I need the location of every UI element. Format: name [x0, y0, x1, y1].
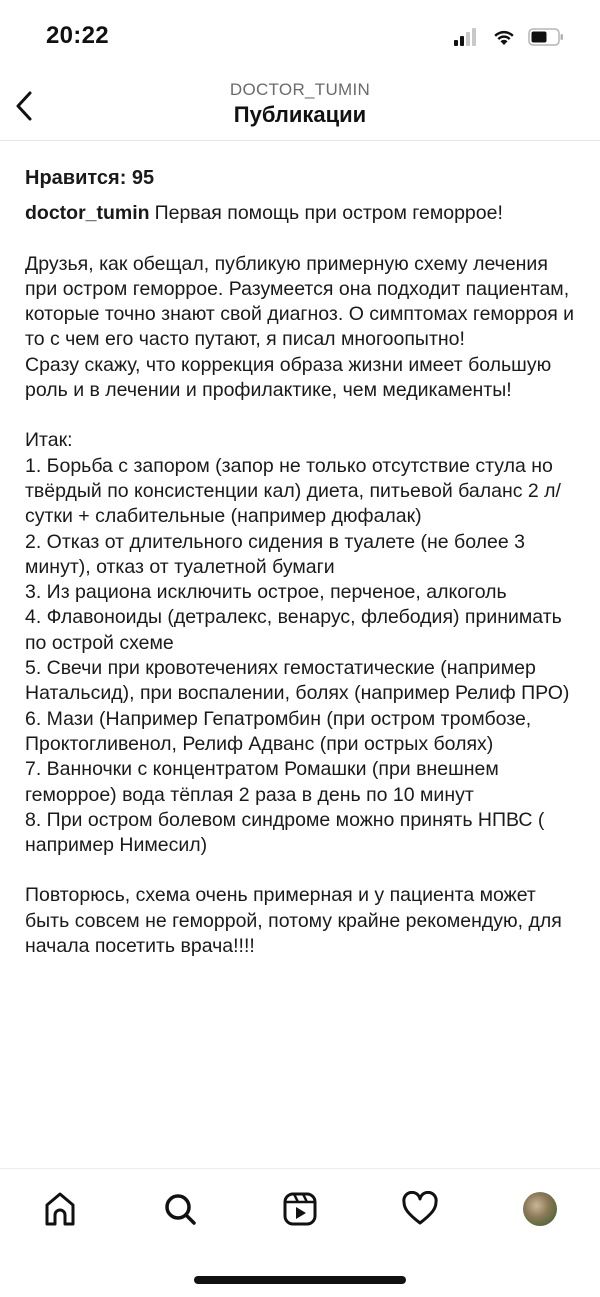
- list-item: 2. Отказ от длительного сидения в туалете (не более 3 минут), отказ от туалетной бумаги: [25, 530, 525, 578]
- page-title: Публикации: [233, 102, 367, 127]
- list-item: 7. Ванночки с концентратом Ромашки (при внешнем геморрое) вода тёплая 2 раза в день по 10 минут: [25, 758, 499, 806]
- list-item: 3. Из рациона исключить острое, перченое, алкоголь: [25, 581, 507, 604]
- tab-activity[interactable]: [398, 1187, 442, 1231]
- home-indicator[interactable]: [194, 1276, 406, 1284]
- heart-icon: [401, 1191, 439, 1227]
- list-item: 6. Мази (Например Гепатромбин (при остром тромбозе, Проктогливенол, Релиф Адванс (при острых болях): [25, 707, 532, 755]
- search-icon: [162, 1191, 198, 1227]
- list-item: 4. Флавоноиды (детралекс, венарус, флебодия) принимать по острой схеме: [25, 606, 562, 654]
- tab-bar: [0, 1168, 600, 1249]
- status-icons: [454, 28, 564, 46]
- tab-reels[interactable]: [278, 1187, 322, 1231]
- tab-profile[interactable]: [518, 1187, 562, 1231]
- caption-paragraph: Сразу скажу, что коррекция образа жизни имеет большую роль и в лечении и профилактике, чем медикаменты!: [25, 353, 552, 402]
- caption-closing: Повторюсь, схема очень примерная и у пациента может быть совсем не геморрой, потому крайне рекомендую, для начала посетить врача!!!!: [25, 884, 562, 958]
- likes-count[interactable]: Нравится: 95: [25, 167, 155, 189]
- caption-username[interactable]: doctor_tumin: [25, 202, 150, 225]
- reels-icon: [282, 1191, 318, 1227]
- status-time: 20:22: [46, 22, 109, 49]
- caption-header: [25, 201, 585, 226]
- list-intro: Итак:: [25, 429, 73, 452]
- list-item: 1. Борьба с запором (запор не только отсутствие стула но твёрдый по консистенции кал) диета, питьевой баланс 2 л/сутки + слабительные (например дюфалак): [25, 454, 561, 528]
- tab-home[interactable]: [38, 1187, 82, 1231]
- list-item: 5. Свечи при кровотечениях гемостатические (например Натальсид), при воспалении, болях (например Релиф ПРО): [25, 657, 570, 705]
- cellular-signal-icon: [454, 28, 480, 46]
- caption-title: Первая помощь при остром геморрое!: [154, 202, 503, 225]
- account-name: DOCTOR_TUMIN: [229, 80, 371, 99]
- home-icon: [42, 1191, 78, 1227]
- caption-paragraph: Друзья, как обещал, публикую примерную схему лечения при остром геморрое. Разумеется она подходит пациентам, которые точно знают свой диагноз. О симптомах геморроя и то с чем его часто путают, я писал многоопытно!: [25, 252, 575, 351]
- avatar: [523, 1192, 557, 1226]
- status-bar: [0, 0, 600, 80]
- list-item: 8. При остром болевом синдроме можно принять НПВС ( например Нимесил): [25, 808, 545, 857]
- battery-icon: [528, 28, 564, 46]
- tab-search[interactable]: [158, 1187, 202, 1231]
- wifi-icon: [492, 28, 516, 46]
- nav-header: [0, 78, 600, 141]
- post-content: [25, 166, 585, 959]
